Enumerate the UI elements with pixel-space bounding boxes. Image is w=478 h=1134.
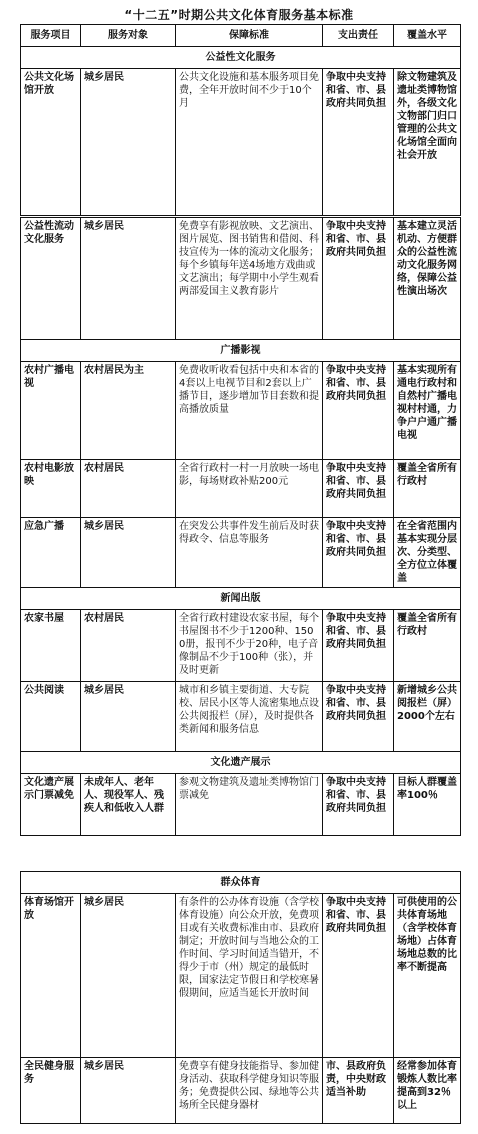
standards-table-part-2 [20, 217, 461, 836]
cell-coverage: 经常参加体育锻炼人数比率提高到32％以上 [394, 1058, 461, 1124]
header-standard: 保障标准 [176, 25, 323, 47]
cell-item: 文化遗产展示门票减免 [21, 774, 81, 836]
table-row [21, 518, 461, 588]
header-target: 服务对象 [81, 25, 176, 47]
cell-coverage: 覆盖全省所有行政村 [394, 460, 461, 518]
section-title: 文化遗产展示 [21, 752, 461, 774]
cell-standard: 有条件的公办体育设施（含学校体育设施）向公众开放，免费项目或有关收费标准由市、县政府制定；开放时间与当地公众的工作时间、学习时间适当错开，不得少于市（州）规定的最低时限，国家法定节假日和学校寒暑假期间，应适当延长开放时间 [176, 894, 323, 1058]
cell-item: 农村广播电视 [21, 362, 81, 460]
section-row [21, 872, 461, 894]
cell-target: 城乡居民 [81, 1058, 176, 1124]
table-row [21, 1058, 461, 1124]
cell-coverage: 除文物建筑及遗址类博物馆外，各级文化文物部门归口管理的公共文化场馆全面向社会开放 [394, 69, 461, 216]
standards-table-part-1 [20, 24, 461, 216]
table-row [21, 610, 461, 682]
cell-item: 应急广播 [21, 518, 81, 588]
cell-target: 城乡居民 [81, 218, 176, 340]
cell-standard: 免费享有健身技能指导、参加健身活动、获取科学健身知识等服务；免费提供公园、绿地等公共场所全民健身器材 [176, 1058, 323, 1124]
cell-standard: 全省行政村一村一月放映一场电影，每场财政补贴200元 [176, 460, 323, 518]
cell-item: 农家书屋 [21, 610, 81, 682]
cell-responsibility: 争取中央支持和省、市、县政府共同负担 [323, 69, 394, 216]
section-row [21, 340, 461, 362]
cell-coverage: 可供使用的公共体育场地（含学校体育场地）占体育场地总数的比率不断提高 [394, 894, 461, 1058]
cell-standard: 参观文物建筑及遗址类博物馆门票减免 [176, 774, 323, 836]
section-row [21, 752, 461, 774]
document-title: “十二五”时期公共文化体育服务基本标准 [124, 8, 354, 22]
cell-item: 公共阅读 [21, 682, 81, 752]
cell-target: 未成年人、老年人、现役军人、残疾人和低收入人群 [81, 774, 176, 836]
table-row [21, 362, 461, 460]
header-item: 服务项目 [21, 25, 81, 47]
cell-target: 城乡居民 [81, 518, 176, 588]
cell-standard: 全省行政村建设农家书屋，每个书屋图书不少于1200种、1500册，报刊不少于20种，电子音像制品不少于100种（张），并及时更新 [176, 610, 323, 682]
standards-table-part-3 [20, 871, 461, 1124]
cell-target: 农村居民 [81, 460, 176, 518]
cell-standard: 公共文化设施和基本服务项目免费，全年开放时间不少于10个月 [176, 69, 323, 216]
cell-item: 体育场馆开放 [21, 894, 81, 1058]
section-title: 公益性文化服务 [21, 47, 461, 69]
section-row [21, 47, 461, 69]
cell-target: 农村居民为主 [81, 362, 176, 460]
header-responsibility: 支出责任 [323, 25, 394, 47]
cell-target: 城乡居民 [81, 682, 176, 752]
cell-standard: 免费收听收看包括中央和本省的4套以上电视节目和2套以上广播节目，逐步增加节目套数和提高播放质量 [176, 362, 323, 460]
table-header-row [21, 25, 461, 47]
table-row [21, 682, 461, 752]
table-row [21, 69, 461, 216]
table-row [21, 218, 461, 340]
cell-item: 全民健身服务 [21, 1058, 81, 1124]
cell-responsibility: 争取中央支持和省、市、县政府共同负担 [323, 610, 394, 682]
cell-responsibility: 争取中央支持和省、市、县政府共同负担 [323, 218, 394, 340]
cell-responsibility: 争取中央支持和省、市、县政府共同负担 [323, 774, 394, 836]
cell-item: 公共文化场馆开放 [21, 69, 81, 216]
table-row [21, 894, 461, 1058]
section-row [21, 588, 461, 610]
cell-responsibility: 争取中央支持和省、市、县政府共同负担 [323, 894, 394, 1058]
cell-coverage: 基本建立灵活机动、方便群众的公益性流动文化服务网络，保障公益性演出场次 [394, 218, 461, 340]
cell-coverage: 新增城乡公共阅报栏（屏）2000个左右 [394, 682, 461, 752]
cell-standard: 免费享有影视放映、文艺演出、图片展览、图书销售和借阅、科技宣传为一体的流动文化服务；每个乡镇每年送4场地方戏曲或文艺演出；每学期中小学生观看两部爱国主义教育影片 [176, 218, 323, 340]
cell-coverage: 目标人群覆盖率100％ [394, 774, 461, 836]
cell-target: 城乡居民 [81, 69, 176, 216]
cell-responsibility: 争取中央支持和省、市、县政府共同负担 [323, 682, 394, 752]
cell-responsibility: 争取中央支持和省、市、县政府共同负担 [323, 362, 394, 460]
cell-coverage: 基本实现所有通电行政村和自然村广播电视村村通，力争户户通广播电视 [394, 362, 461, 460]
cell-responsibility: 争取中央支持和省、市、县政府共同负担 [323, 460, 394, 518]
cell-standard: 在突发公共事件发生前后及时获得政令、信息等服务 [176, 518, 323, 588]
cell-responsibility: 争取中央支持和省、市、县政府共同负担 [323, 518, 394, 588]
header-coverage: 覆盖水平 [394, 25, 461, 47]
table-row [21, 774, 461, 836]
cell-target: 农村居民 [81, 610, 176, 682]
cell-coverage: 覆盖全省所有行政村 [394, 610, 461, 682]
section-title: 广播影视 [21, 340, 461, 362]
cell-standard: 城市和乡镇主要街道、大专院校、居民小区等人流密集地点设公共阅报栏（屏），及时提供各类新闻和服务信息 [176, 682, 323, 752]
section-title: 群众体育 [21, 872, 461, 894]
cell-target: 城乡居民 [81, 894, 176, 1058]
table-row [21, 460, 461, 518]
cell-item: 农村电影放映 [21, 460, 81, 518]
cell-responsibility: 市、县政府负责，中央财政适当补助 [323, 1058, 394, 1124]
cell-item: 公益性流动文化服务 [21, 218, 81, 340]
cell-coverage: 在全省范围内基本实现分层次、分类型、全方位立体覆盖 [394, 518, 461, 588]
section-title: 新闻出版 [21, 588, 461, 610]
